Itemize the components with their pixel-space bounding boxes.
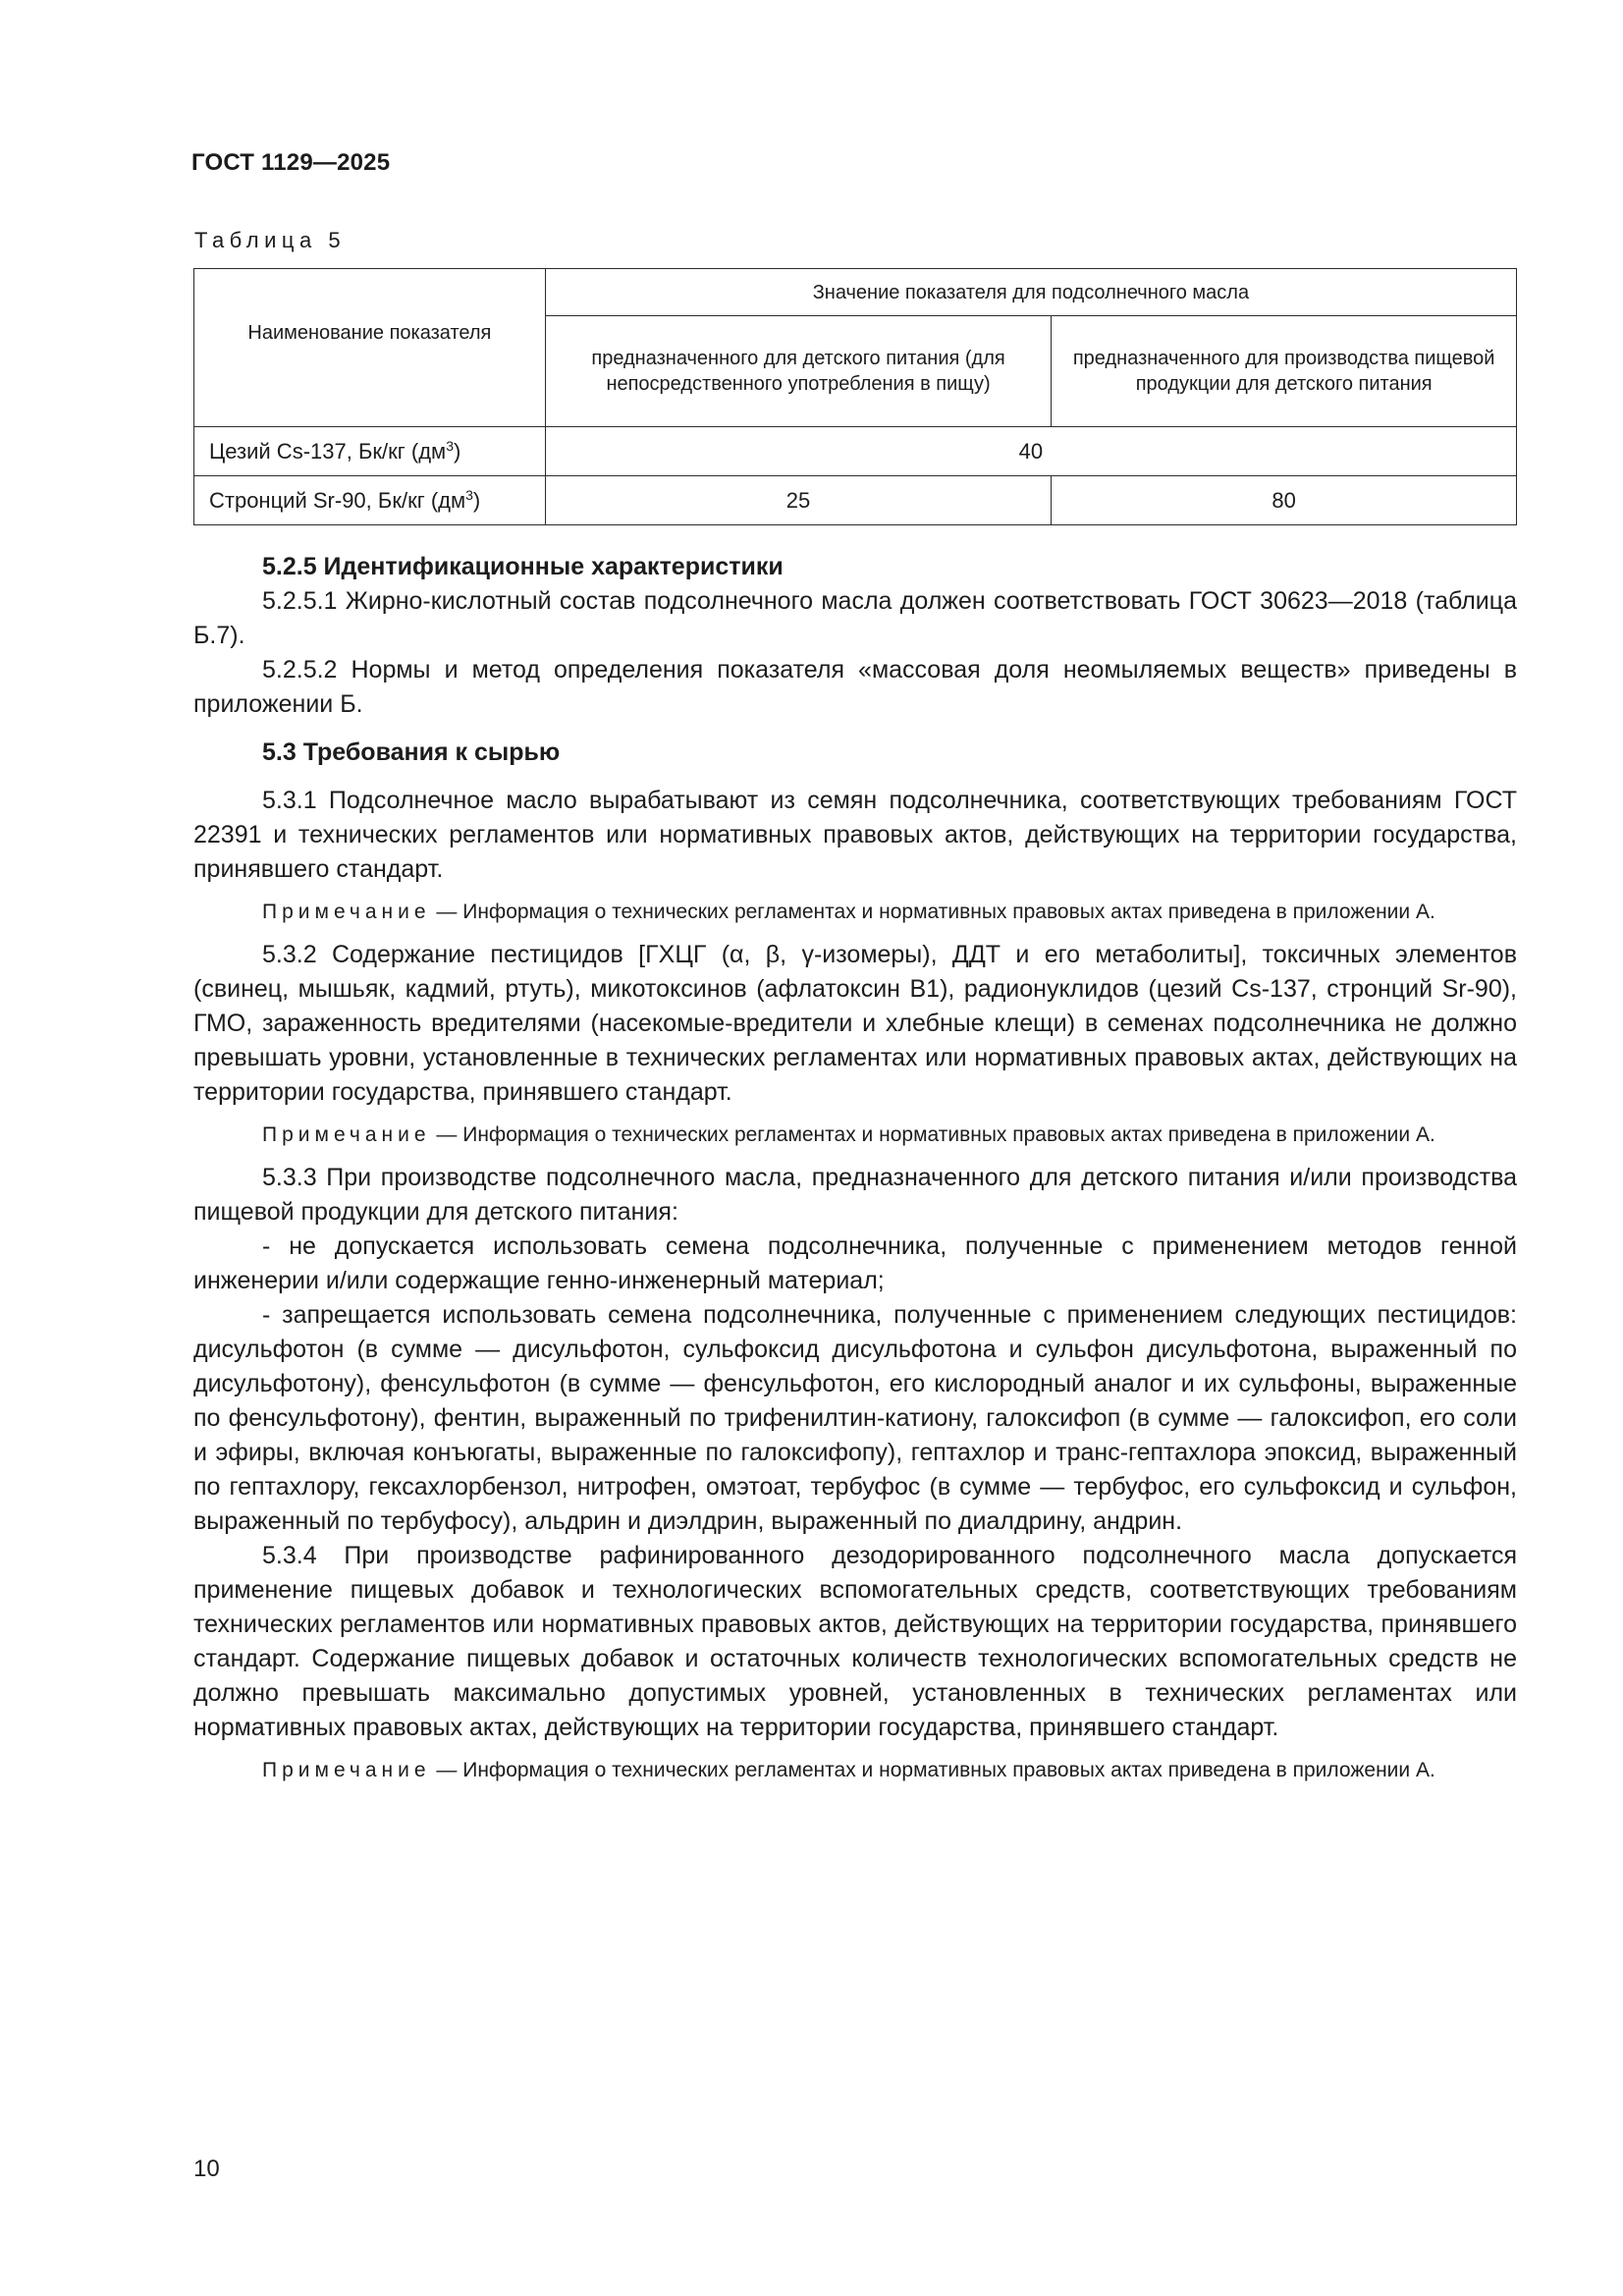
sub-header-production: предназначенного для производства пищевой продукции для детского питания (1052, 316, 1517, 427)
table-row (194, 427, 1517, 476)
list-item: - не допускается использовать семена подсолнечника, полученные с применением методов генной инженерии и/или содержащие генно-инженерный материал; (193, 1232, 1517, 1294)
paragraph-5-3-3: 5.3.3 При производстве подсолнечного масла, предназначенного для детского питания и/или производства пищевой продукции для детского питания: (193, 1164, 1517, 1226)
page-number: 10 (193, 2156, 220, 2182)
col-name-header: Наименование показателя (194, 269, 546, 427)
group-header: Значение показателя для подсолнечного масла (545, 269, 1516, 316)
section-title-5-3: 5.3 Требования к сырью (262, 738, 561, 766)
paragraph-5-3-2: 5.3.2 Содержание пестицидов [ГХЦГ (α, β, γ-изомеры), ДДТ и его метаболиты], токсичных элементов (свинец, мышьяк, кадмий, ртуть), микотоксинов (афлатоксин В1), радионуклидов (цезий Cs-137, стронций Sr-90), ГМО, зараженность вредителями (насекомые-вредители и хлебные клещи) в семенах подсолнечника не должно превышать уровни, установленные в технических регламентах или нормативных правовых актах, действующих на территории государства, принявшего стандарт. (193, 941, 1517, 1106)
note: Примечание — Информация о технических регламентах и нормативных правовых актах приведена в приложении А. (262, 1759, 1435, 1781)
paragraph-5-3-4: 5.3.4 При производстве рафинированного дезодорированного подсолнечного масла допускается применение пищевых добавок и технологических вспомогательных средств, соответствующих требованиям технических регламентов или нормативных правовых актов, действующих на территории государства, принявшего стандарт. Содержание пищевых добавок и остаточных количеств технологических вспомогательных средств не должно превышать максимально допустимых уровней, установленных в технических регламентах или нормативных правовых актах, действующих на территории государства, принявшего стандарт. (193, 1542, 1517, 1741)
paragraph-5-3-1: 5.3.1 Подсолнечное масло вырабатывают из семян подсолнечника, соответствующих требованиям ГОСТ 22391 и технических регламентов или нормативных правовых актов, действующих на территории государства, принявшего стандарт. (193, 787, 1517, 883)
table-row (194, 476, 1517, 525)
document-header: ГОСТ 1129—2025 (191, 149, 391, 176)
paragraph-5-2-5-2: 5.2.5.2 Нормы и метод определения показателя «массовая доля неомыляемых веществ» приведены в приложении Б. (193, 656, 1517, 718)
row-value-2: 80 (1052, 476, 1517, 525)
row-name: Стронций Sr-90, Бк/кг $(дм^3)$ (194, 476, 546, 525)
note: Примечание — Информация о технических регламентах и нормативных правовых актах приведена в приложении А. (262, 901, 1435, 923)
paragraph-5-2-5-1: 5.2.5.1 Жирно-кислотный состав подсолнечного масла должен соответствовать ГОСТ 30623—2018 (таблица Б.7). (193, 587, 1517, 649)
row-value-1: 25 (545, 476, 1052, 525)
table-5 (193, 268, 1517, 525)
document-body (193, 550, 1517, 1784)
note: Примечание — Информация о технических регламентах и нормативных правовых актах приведена в приложении А. (262, 1123, 1435, 1146)
sub-header-baby-food: предназначенного для детского питания (для непосредственного употребления в пищу) (545, 316, 1052, 427)
section-title-5-2-5: 5.2.5 Идентификационные характеристики (262, 553, 784, 580)
row-name: Цезий Cs-137, Бк/кг $(дм^3)$ (194, 427, 546, 476)
row-value: 40 (545, 427, 1516, 476)
table-caption: Таблица 5 (194, 228, 347, 252)
list-item: - запрещается использовать семена подсолнечника, полученные с применением следующих пестицидов: дисульфотон (в сумме — дисульфотон, сульфоксид дисульфотона и сульфон дисульфотона, выраженный по дисульфотону), фенсульфотон (в сумме — фенсульфотон, его кислородный аналог и их сульфоны, выраженные по фенсульфотону), фентин, выраженный по трифенилтин-катиону, галоксифоп (в сумме — галоксифоп, его соли и эфиры, включая конъюгаты, выраженные по галоксифопу), гептахлор и транс-гептахлора эпоксид, выраженный по гептахлору, гексахлорбензол, нитрофен, омэтоат, тербуфос (в сумме — тербуфос, его сульфоксид и сульфон, выраженный по тербуфосу), альдрин и диэлдрин, выраженный по диалдрину, андрин. (193, 1301, 1517, 1535)
